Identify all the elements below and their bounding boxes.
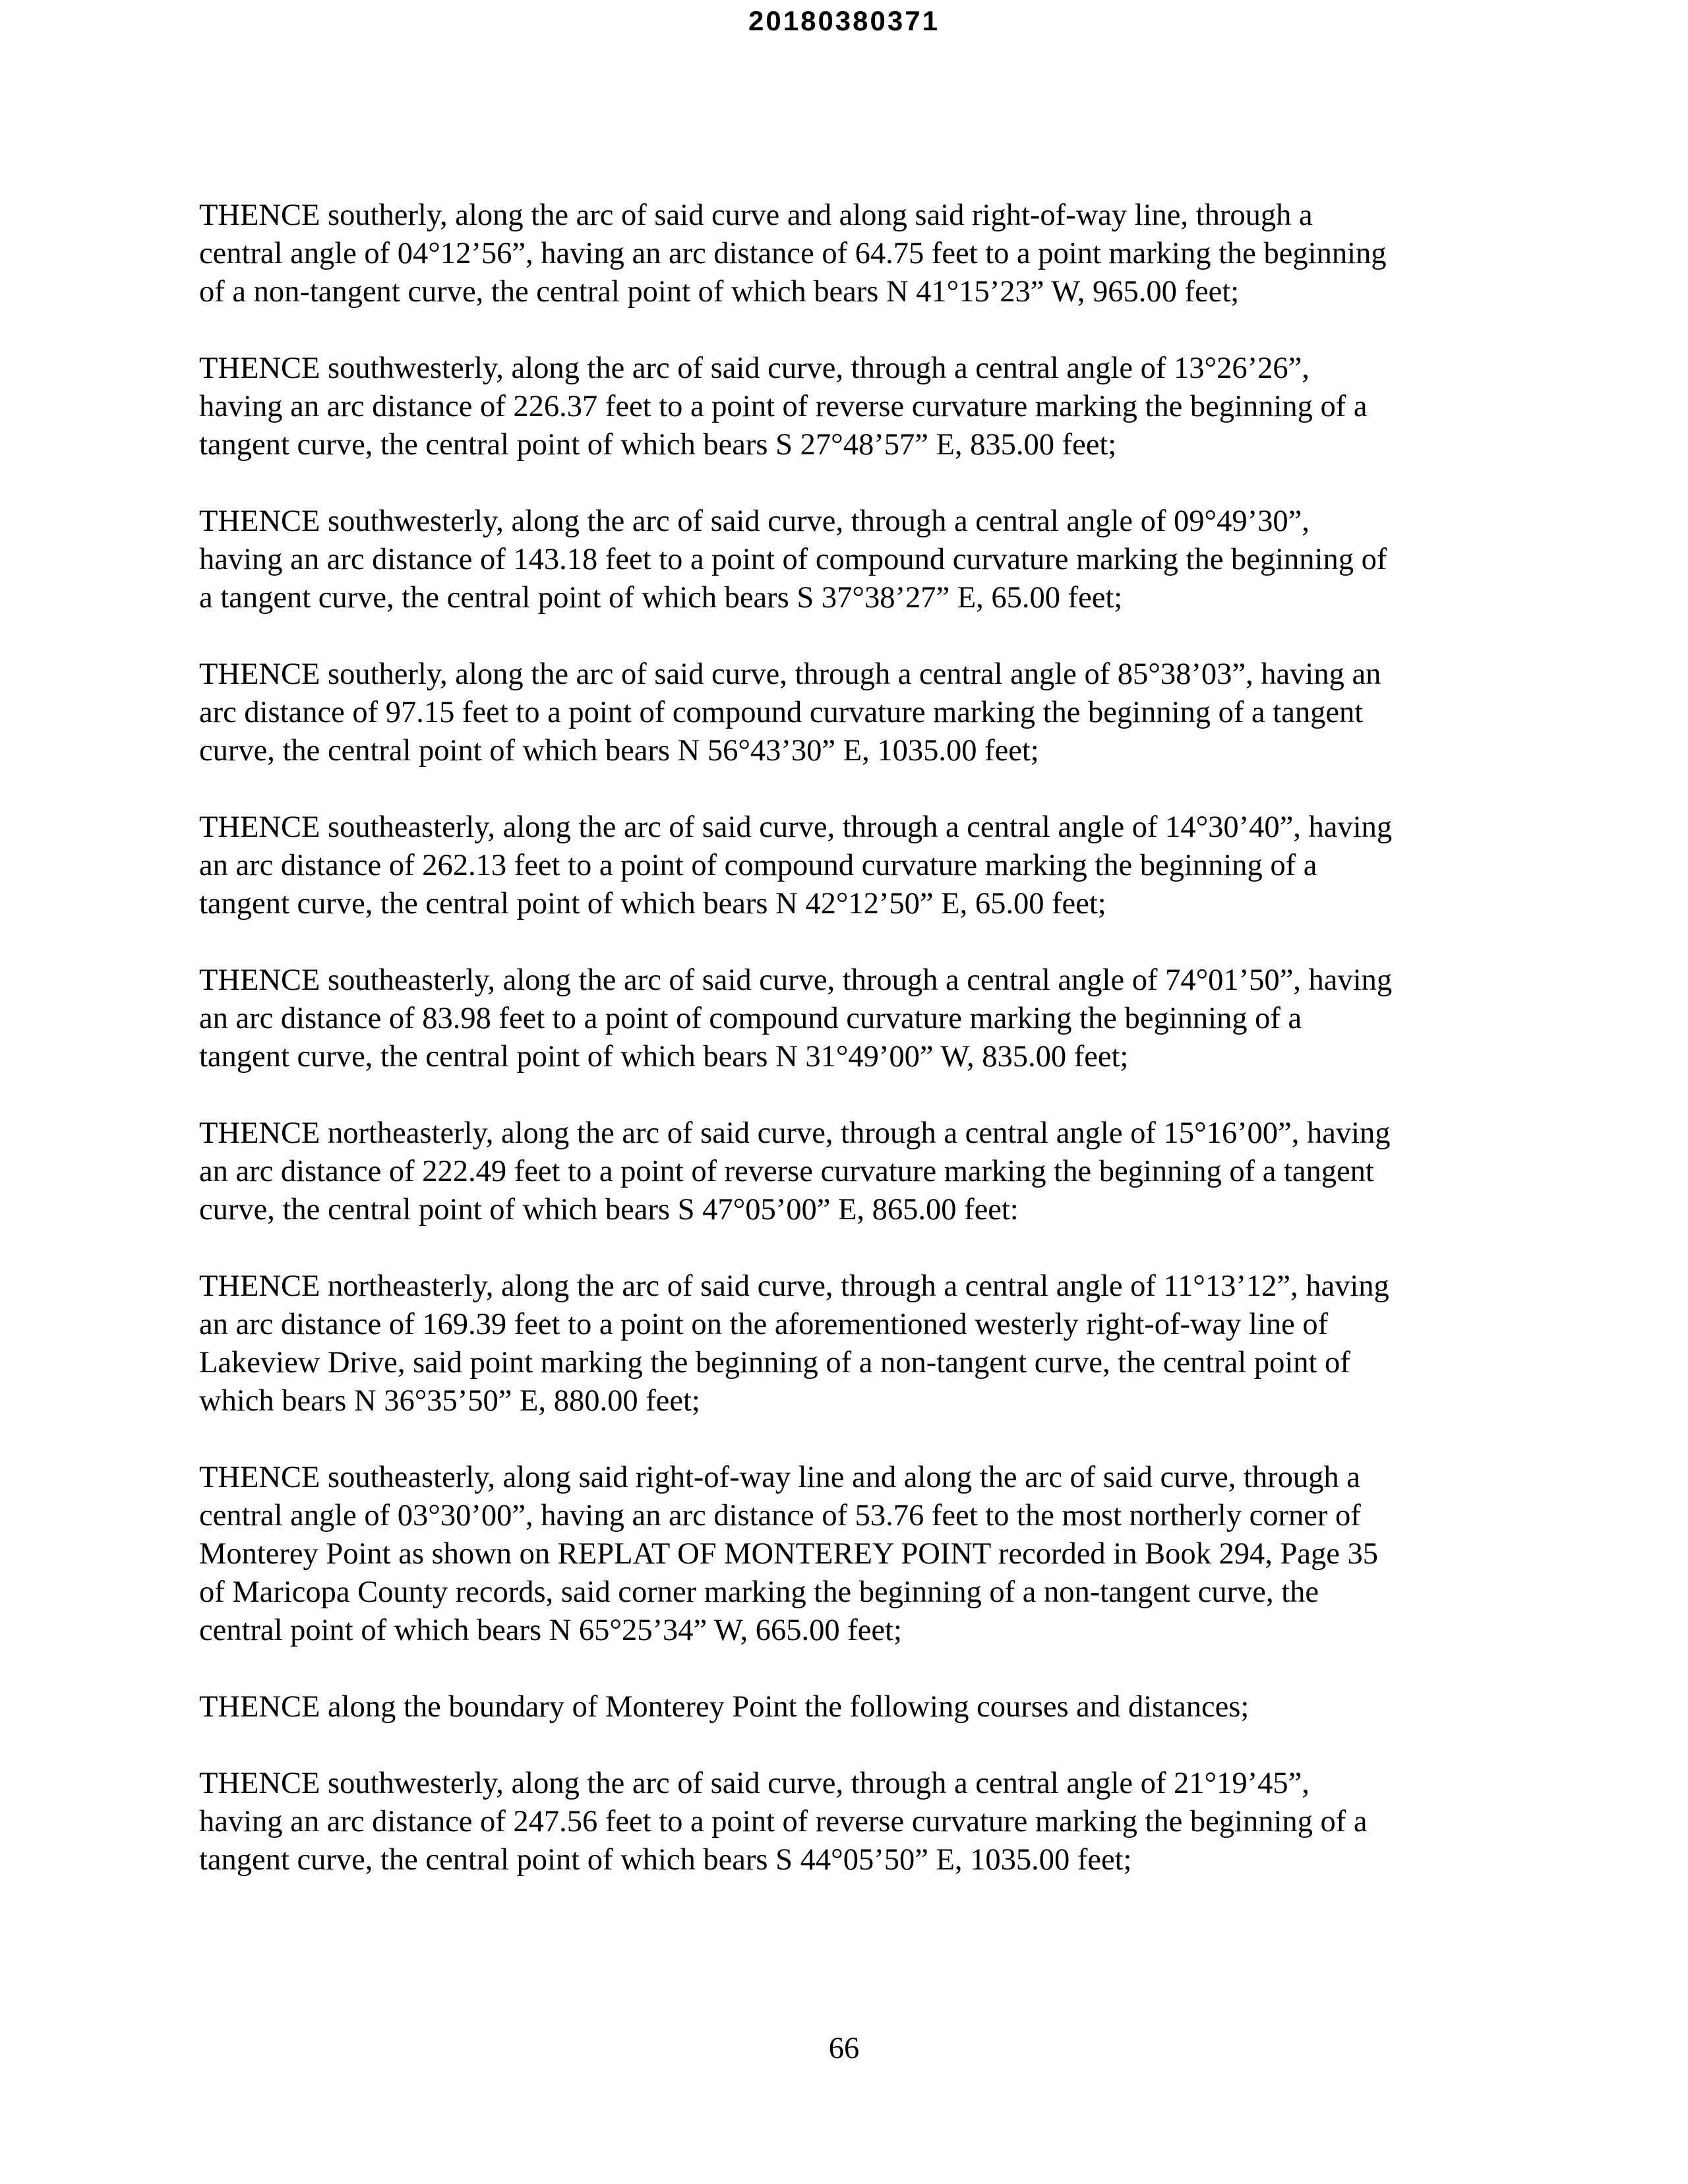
paragraph xyxy=(199,349,1505,464)
paragraph xyxy=(199,197,1505,311)
text-line: THENCE southeasterly, along the arc of said curve, through a central angle of 14°30’40”, having xyxy=(199,810,1393,844)
text-line: having an arc distance of 143.18 feet to a point of compound curvature marking the beginning of xyxy=(199,543,1387,576)
text-line: arc distance of 97.15 feet to a point of compound curvature marking the beginning of a tangent xyxy=(199,696,1364,729)
paragraph xyxy=(199,1267,1505,1420)
text-line: of a non-tangent curve, the central point of which bears N 41°15’23” W, 965.00 feet; xyxy=(199,275,1240,309)
text-line: THENCE northeasterly, along the arc of said curve, through a central angle of 11°13’12”, having xyxy=(199,1269,1389,1303)
text-line: curve, the central point of which bears S 47°05’00” E, 865.00 feet: xyxy=(199,1193,1019,1227)
text-line: an arc distance of 222.49 feet to a point of reverse curvature marking the beginning of a tangent xyxy=(199,1155,1374,1188)
text-line: having an arc distance of 247.56 feet to a point of reverse curvature marking the beginning of a xyxy=(199,1805,1368,1838)
page-number: 66 xyxy=(828,2032,860,2065)
text-line: an arc distance of 83.98 feet to a point of compound curvature marking the beginning of a xyxy=(199,1002,1302,1035)
text-line: THENCE southwesterly, along the arc of said curve, through a central angle of 13°26’26”, xyxy=(199,351,1310,385)
text-line: of Maricopa County records, said corner marking the beginning of a non-tangent curve, the xyxy=(199,1575,1319,1609)
text-line: THENCE along the boundary of Monterey Point the following courses and distances; xyxy=(199,1690,1250,1724)
text-line: THENCE southwesterly, along the arc of said curve, through a central angle of 21°19’45”, xyxy=(199,1767,1310,1800)
text-line: curve, the central point of which bears N 56°43’30” E, 1035.00 feet; xyxy=(199,734,1039,768)
paragraph xyxy=(199,1114,1505,1229)
text-line: THENCE southwesterly, along the arc of said curve, through a central angle of 09°49’30”, xyxy=(199,504,1310,538)
text-line: central angle of 03°30’00”, having an arc distance of 53.76 feet to the most northerly corner of xyxy=(199,1499,1361,1532)
paragraph xyxy=(199,655,1505,770)
text-line: a tangent curve, the central point of which bears S 37°38’27” E, 65.00 feet; xyxy=(199,581,1123,615)
text-line: THENCE southeasterly, along said right-of-way line and along the arc of said curve, through a xyxy=(199,1461,1360,1494)
text-line: tangent curve, the central point of which bears N 42°12’50” E, 65.00 feet; xyxy=(199,887,1106,921)
paragraph xyxy=(199,502,1505,617)
text-line: THENCE southeasterly, along the arc of said curve, through a central angle of 74°01’50”, having xyxy=(199,963,1393,997)
paragraph xyxy=(199,1688,1505,1726)
text-line: an arc distance of 262.13 feet to a point of compound curvature marking the beginning of a xyxy=(199,849,1317,882)
text-line: central point of which bears N 65°25’34” W, 665.00 feet; xyxy=(199,1614,902,1647)
text-line: central angle of 04°12’56”, having an arc distance of 64.75 feet to a point marking the beginning xyxy=(199,237,1387,270)
text-line: THENCE southerly, along the arc of said curve and along said right-of-way line, through a xyxy=(199,198,1313,232)
text-line: tangent curve, the central point of which bears S 44°05’50” E, 1035.00 feet; xyxy=(199,1843,1132,1877)
legal-description-body xyxy=(199,197,1505,1918)
text-line: tangent curve, the central point of which bears S 27°48’57” E, 835.00 feet; xyxy=(199,428,1117,462)
text-line: which bears N 36°35’50” E, 880.00 feet; xyxy=(199,1384,700,1418)
text-line: THENCE northeasterly, along the arc of said curve, through a central angle of 15°16’00”, having xyxy=(199,1116,1391,1150)
text-line: Lakeview Drive, said point marking the beginning of a non-tangent curve, the central point of xyxy=(199,1346,1350,1380)
paragraph xyxy=(199,808,1505,923)
paragraph xyxy=(199,1765,1505,1879)
text-line: tangent curve, the central point of which bears N 31°49’00” W, 835.00 feet; xyxy=(199,1040,1129,1074)
document-number: 20180380371 xyxy=(748,5,940,36)
paragraph xyxy=(199,1459,1505,1650)
text-line: THENCE southerly, along the arc of said curve, through a central angle of 85°38’03”, having an xyxy=(199,657,1381,691)
text-line: having an arc distance of 226.37 feet to a point of reverse curvature marking the beginning of a xyxy=(199,390,1368,423)
text-line: an arc distance of 169.39 feet to a point on the aforementioned westerly right-of-way line of xyxy=(199,1308,1329,1341)
text-line: Monterey Point as shown on REPLAT OF MONTEREY POINT recorded in Book 294, Page 35 xyxy=(199,1537,1379,1571)
paragraph xyxy=(199,961,1505,1076)
